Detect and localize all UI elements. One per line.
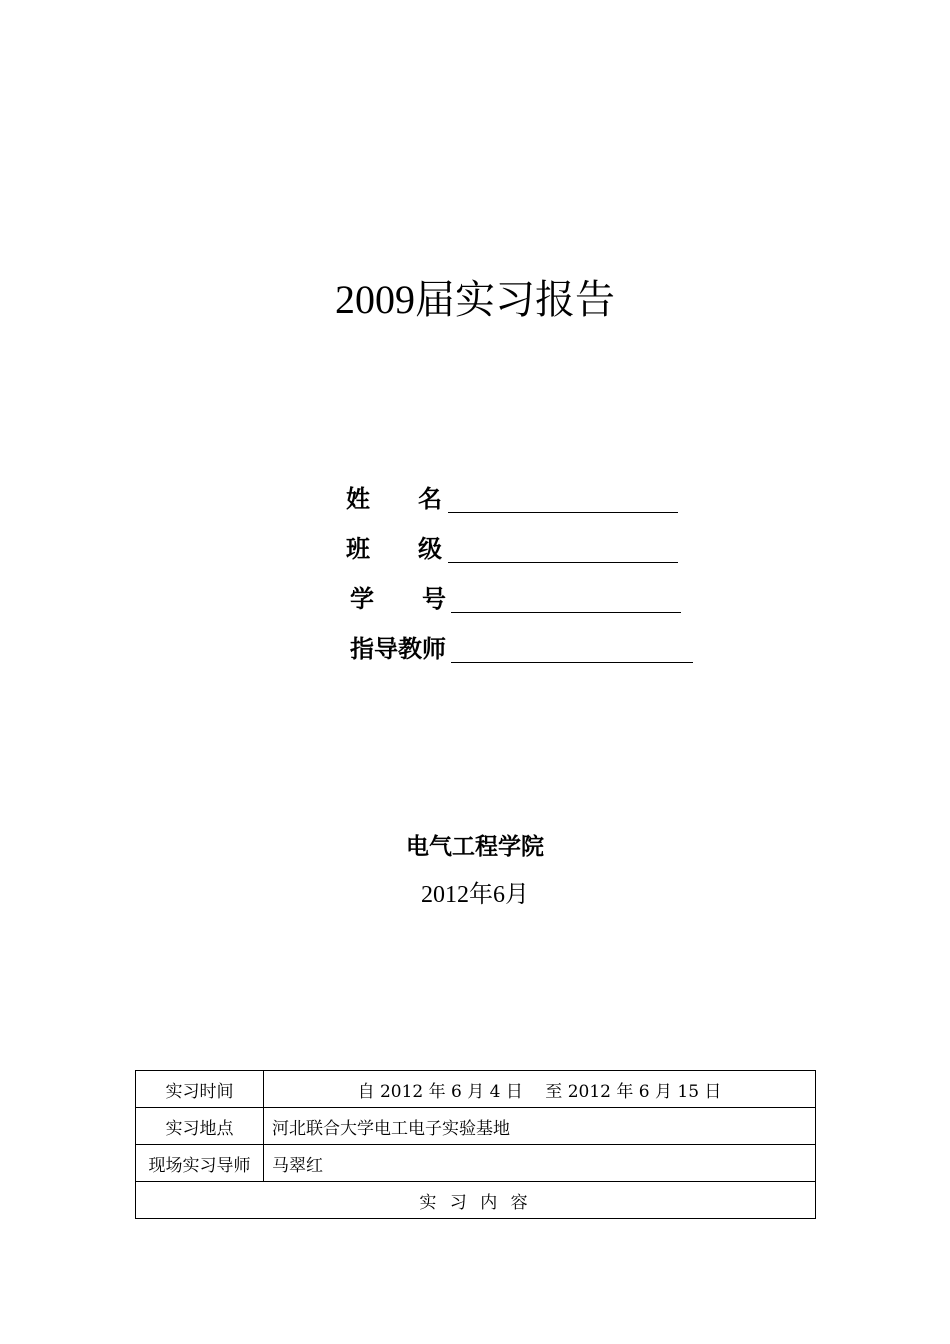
- report-date: 2012年6月: [421, 882, 529, 908]
- advisor-field: [350, 632, 695, 666]
- onsite-mentor-label: 现场实习导师: [136, 1145, 264, 1182]
- table-row: [136, 1182, 816, 1219]
- onsite-mentor-value: 马翠红: [264, 1145, 816, 1182]
- name-blank-line[interactable]: [448, 482, 678, 513]
- student-id-field: [350, 582, 685, 616]
- internship-location-value: 河北联合大学电工电子实验基地: [264, 1108, 816, 1145]
- advisor-label: 指导教师: [350, 635, 446, 663]
- internship-time-label: 实习时间: [136, 1071, 264, 1108]
- class-field: [346, 532, 681, 566]
- report-title: 2009届实习报告: [335, 277, 615, 322]
- internship-time-value: 自 2012 年 6 月 4 日 至 2012 年 6 月 15 日: [264, 1071, 816, 1108]
- internship-content-heading: 实 习 内 容: [136, 1182, 816, 1219]
- table-row: [136, 1108, 816, 1145]
- student-id-blank-line[interactable]: [451, 582, 681, 613]
- internship-location-label: 实习地点: [136, 1108, 264, 1145]
- student-id-label: 学 号: [350, 585, 446, 613]
- college-name: 电气工程学院: [406, 834, 544, 860]
- class-blank-line[interactable]: [448, 532, 678, 563]
- name-label: 姓 名: [346, 485, 442, 513]
- name-field: [346, 482, 681, 516]
- internship-info-table: [135, 1070, 816, 1219]
- table-row: [136, 1071, 816, 1108]
- table-row: [136, 1145, 816, 1182]
- class-label: 班 级: [346, 535, 442, 563]
- advisor-blank-line[interactable]: [451, 632, 693, 663]
